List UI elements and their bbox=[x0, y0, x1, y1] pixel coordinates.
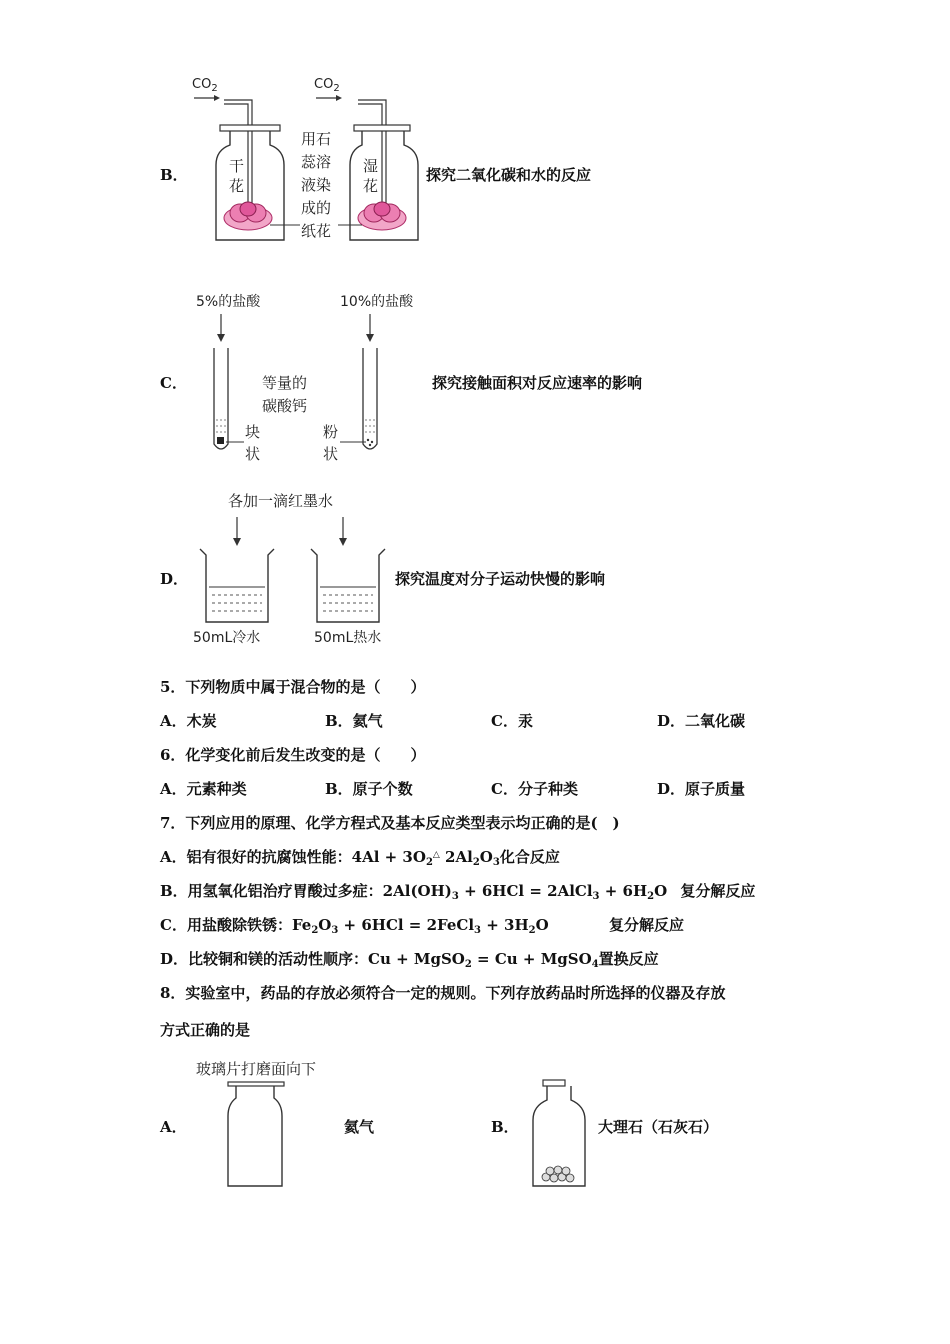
acid-label-right: 10%的盐酸 bbox=[340, 294, 414, 310]
acid-label-left: 5%的盐酸 bbox=[196, 294, 261, 310]
option-description: 探究温度对分子运动快慢的影响 bbox=[395, 570, 606, 588]
reaction-type-label: 复分解反应 bbox=[609, 916, 685, 934]
answer-option[interactable]: A．元素种类 bbox=[160, 780, 247, 798]
gas-label-left: $CO_2$ bbox=[192, 77, 218, 94]
lump-label: 块 状 bbox=[245, 423, 261, 463]
question-stem: 6．化学变化前后发生改变的是（ ） bbox=[160, 746, 426, 764]
option-letter: C． bbox=[160, 374, 187, 392]
marble-pieces-icon bbox=[542, 1166, 574, 1182]
question-stem: 7．下列应用的原理、化学方程式及基本反应类型表示均正确的是( ) bbox=[160, 814, 620, 832]
question-stem: 5．下列物质中属于混合物的是（ ） bbox=[160, 678, 426, 696]
glass-plate-label: 玻璃片打磨面向下 bbox=[196, 1060, 317, 1078]
cold-water-label: 50mL冷水 bbox=[193, 630, 261, 646]
option-letter[interactable]: B． bbox=[491, 1118, 519, 1136]
question-stem: 8．实验室中，药品的存放必须符合一定的规则。下列存放药品时所选择的仪器及存放 bbox=[160, 984, 726, 1002]
litmus-flower-label: 用石 蕊溶 液染 成的 纸花 bbox=[301, 130, 332, 240]
option-letter[interactable]: A． bbox=[160, 1118, 187, 1136]
option-letter: D． bbox=[160, 570, 189, 588]
answer-option[interactable]: C．用盐酸除铁锈：$Fe_2O_3 + 6HCl$ = 2FeCl$_3$ + $3H_2O$ bbox=[160, 916, 549, 936]
option-description: 探究接触面积对反应速率的影响 bbox=[432, 374, 643, 392]
answer-option[interactable]: A．铝有很好的抗腐蚀性能：$4Al + 3O_2^\triangle$ $2Al_2O_3$化合反应 bbox=[160, 848, 560, 868]
answer-option[interactable]: A．木炭 bbox=[160, 712, 217, 730]
answer-option[interactable]: D．二氧化碳 bbox=[657, 712, 746, 730]
question-stem-continued: 方式正确的是 bbox=[160, 1021, 251, 1039]
hot-water-label: 50mL热水 bbox=[314, 630, 382, 646]
jar-label-dry: 干花 bbox=[229, 157, 245, 195]
answer-option[interactable]: B．原子个数 bbox=[325, 780, 413, 798]
calcium-carbonate-label: 等量的 碳酸钙 bbox=[262, 374, 308, 415]
answer-option[interactable]: D．原子质量 bbox=[657, 780, 746, 798]
answer-option[interactable]: B．用氢氧化铝治疗胃酸过多症：$2Al(OH)_3 + 6HCl$ = 2AlCl$_3$ + $6H_2O$ 复分解反应 bbox=[160, 882, 756, 902]
option-letter: B． bbox=[160, 166, 188, 184]
powder-label: 粉 状 bbox=[323, 423, 339, 463]
substance-label: 大理石（石灰石） bbox=[598, 1118, 719, 1136]
answer-option[interactable]: B．氦气 bbox=[325, 712, 383, 730]
substance-label: 氦气 bbox=[344, 1118, 375, 1136]
answer-option[interactable]: C．汞 bbox=[491, 712, 533, 730]
option-description: 探究二氧化碳和水的反应 bbox=[426, 166, 592, 184]
gas-label-right: $CO_2$ bbox=[314, 77, 340, 94]
answer-option[interactable]: D．比较铜和镁的活动性顺序：Cu + MgSO$_2$ = Cu + MgSO$_4$置换反应 bbox=[160, 950, 659, 970]
red-ink-label: 各加一滴红墨水 bbox=[228, 492, 334, 510]
jar-label-wet: 湿花 bbox=[363, 157, 379, 195]
answer-option[interactable]: C．分子种类 bbox=[491, 780, 578, 798]
